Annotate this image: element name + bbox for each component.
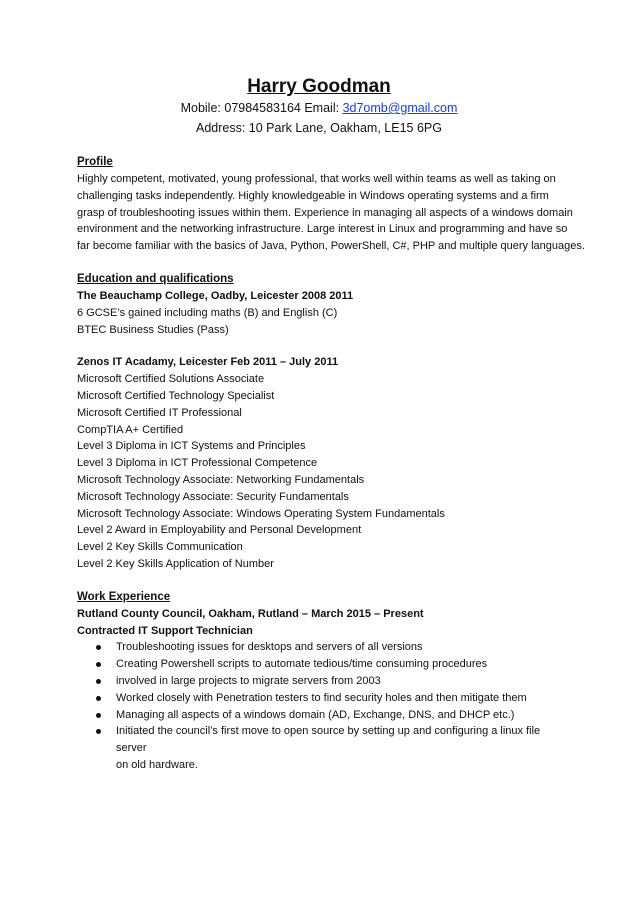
email-label: Email: [304, 101, 340, 115]
qualification-item: Level 2 Key Skills Application of Number [77, 557, 274, 570]
profile-paragraph [77, 171, 585, 255]
bullet-icon [96, 679, 101, 684]
qualification-item: Level 2 Award in Employability and Personal Development [77, 524, 362, 537]
qualification-item: Level 3 Diploma in ICT Professional Competence [77, 457, 318, 470]
school-title: The Beauchamp College, Oadby, Leicester 2008 2011 [77, 289, 354, 302]
bullet-icon [96, 645, 101, 650]
qualification-item: Microsoft Technology Associate: Networking Fundamentals [77, 473, 365, 486]
candidate-name: Harry Goodman [247, 76, 391, 97]
education-item: 6 GCSE’s gained including maths (B) and English (C) [77, 306, 338, 319]
qualification-item: CompTIA A+ Certified [77, 423, 184, 436]
bullet-icon [96, 729, 101, 734]
education-item: BTEC Business Studies (Pass) [77, 323, 229, 336]
profile-line: far become familiar with the basics of Java, Python, PowerShell, C#, PHP and multiple query languages. [77, 240, 585, 253]
list-item [77, 673, 567, 690]
mobile-number: 07984583164 [224, 101, 301, 115]
qualification-item: Microsoft Certified IT Professional [77, 406, 242, 419]
list-item [77, 723, 567, 773]
profile-heading: Profile [77, 156, 113, 168]
bullet-icon [96, 696, 101, 701]
education-heading: Education and qualifications [77, 272, 234, 285]
address-line: Address: 10 Park Lane, Oakham, LE15 6PG [196, 121, 442, 135]
duty-text: involved in large projects to migrate servers from 2003 [116, 674, 381, 687]
duty-text: Creating Powershell scripts to automate tedious/time consuming procedures [116, 658, 488, 671]
qualification-item: Microsoft Certified Solutions Associate [77, 373, 265, 386]
list-item [77, 656, 567, 673]
list-item [77, 639, 567, 656]
duties-list [77, 639, 567, 773]
profile-line: challenging tasks independently. Highly knowledgeable in Windows operating systems and a firm [77, 189, 549, 202]
duty-text: Worked closely with Penetration testers to find security holes and then mitigate them [116, 691, 527, 704]
job-role: Contracted IT Support Technician [77, 624, 253, 637]
qualification-item: Microsoft Technology Associate: Security Fundamentals [77, 490, 349, 503]
mobile-label: Mobile: [180, 101, 221, 115]
contact-line [0, 101, 638, 115]
profile-line: grasp of troubleshooting issues within them. Experience in managing all aspects of a windows domain [77, 206, 573, 219]
qualification-item: Microsoft Technology Associate: Windows Operating System Fundamentals [77, 507, 445, 520]
work-heading: Work Experience [77, 590, 171, 603]
academy-title: Zenos IT Acadamy, Leicester Feb 2011 – July 2011 [77, 356, 339, 369]
duty-text: Troubleshooting issues for desktops and servers of all versions [116, 641, 423, 654]
list-item [77, 707, 567, 724]
qualification-item: Level 2 Key Skills Communication [77, 541, 243, 554]
email-link[interactable]: 3d7omb@gmail.com [342, 101, 458, 115]
list-item [77, 690, 567, 707]
duty-text: Managing all aspects of a windows domain (AD, Exchange, DNS, and DHCP etc.) [116, 708, 515, 721]
bullet-icon [96, 662, 101, 667]
bullet-icon [96, 713, 101, 718]
profile-line: environment and the networking infrastructure. Large interest in Linux and programming and have so [77, 223, 568, 236]
employer-line: Rutland County Council, Oakham, Rutland – March 2015 – Present [77, 607, 424, 620]
qualification-item: Microsoft Certified Technology Specialist [77, 389, 275, 402]
cv-body [77, 154, 585, 774]
qualification-item: Level 3 Diploma in ICT Systems and Principles [77, 440, 306, 453]
duty-text: Initiated the council’s first move to open source by setting up and configuring a linux file server [116, 725, 541, 755]
profile-line: Highly competent, motivated, young professional, that works well within teams as well as taking on [77, 173, 556, 185]
duty-text-continued: on old hardware. [116, 758, 198, 771]
